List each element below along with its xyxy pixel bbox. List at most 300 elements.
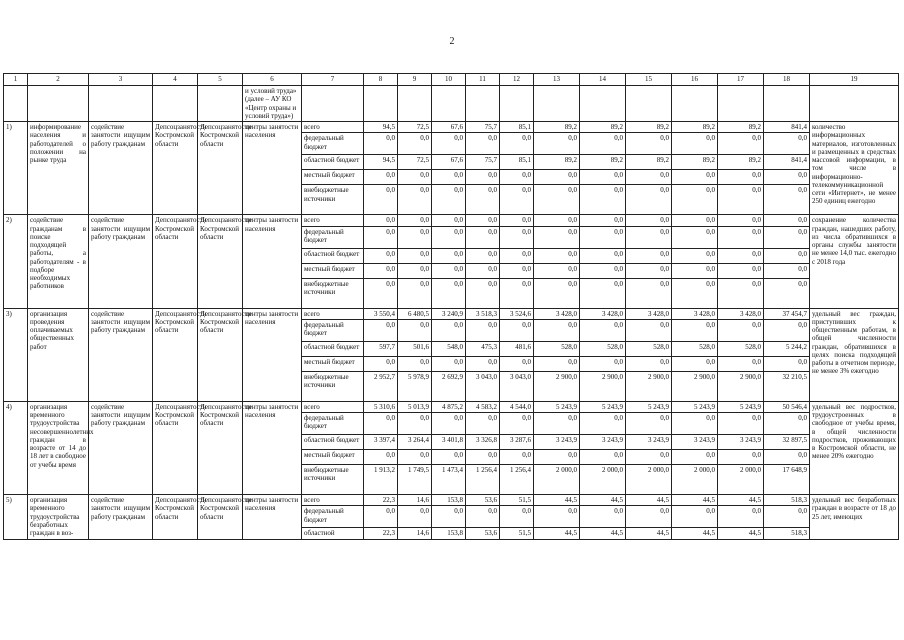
funding-value: 0,0 <box>364 215 398 226</box>
section-org-responsible: Депсоцзанятости Костромской области <box>153 122 198 215</box>
funding-value: 0,0 <box>580 319 626 341</box>
funding-value: 0,0 <box>580 215 626 226</box>
funding-value: 0,0 <box>626 356 672 371</box>
funding-value: 0,0 <box>626 278 672 308</box>
funding-value: 2 900,0 <box>672 371 718 401</box>
funding-source: федеральный бюджет <box>302 133 364 155</box>
funding-value: 0,0 <box>500 319 534 341</box>
funding-value: 2 692,9 <box>432 371 466 401</box>
funding-value: 0,0 <box>466 278 500 308</box>
funding-value: 0,0 <box>718 248 764 263</box>
page-number: 2 <box>449 36 455 47</box>
funding-value: 2 000,0 <box>626 465 672 495</box>
funding-value: 0,0 <box>580 413 626 435</box>
funding-value: 0,0 <box>672 278 718 308</box>
funding-value: 3 243,9 <box>718 435 764 450</box>
funding-value: 0,0 <box>466 248 500 263</box>
funding-value: 22,3 <box>364 528 398 540</box>
funding-value: 0,0 <box>364 170 398 185</box>
funding-value: 67,6 <box>432 155 466 170</box>
funding-value: 0,0 <box>672 215 718 226</box>
funding-value: 0,0 <box>466 413 500 435</box>
funding-value: 17 648,9 <box>764 465 810 495</box>
funding-value: 0,0 <box>398 133 432 155</box>
funding-value: 518,3 <box>764 495 810 506</box>
funding-source: всего <box>302 122 364 133</box>
funding-value: 53,6 <box>466 495 500 506</box>
funding-value: 0,0 <box>398 413 432 435</box>
funding-value: 0,0 <box>718 263 764 278</box>
funding-source: внебюджетные источники <box>302 278 364 308</box>
funding-value: 153,8 <box>432 528 466 540</box>
funding-value: 0,0 <box>364 185 398 215</box>
funding-value: 0,0 <box>432 356 466 371</box>
funding-value: 5 243,9 <box>626 401 672 412</box>
section-title: организация временного трудоустройства несовершеннолетних граждан в возрасте от 14 до 18 лет в свободное от учебы время <box>28 401 89 494</box>
funding-value: 89,2 <box>672 122 718 133</box>
column-number: 16 <box>672 74 718 86</box>
funding-value: 0,0 <box>580 185 626 215</box>
cont-cell <box>4 86 28 122</box>
section-org-customer: Депсоцзанятости Костромской области <box>198 401 243 494</box>
funding-value: 0,0 <box>534 185 580 215</box>
funding-value: 67,6 <box>432 122 466 133</box>
funding-source: местный бюджет <box>302 170 364 185</box>
funding-value: 0,0 <box>500 278 534 308</box>
funding-value: 0,0 <box>364 413 398 435</box>
funding-value: 0,0 <box>626 506 672 528</box>
column-number: 7 <box>302 74 364 86</box>
funding-value: 0,0 <box>364 506 398 528</box>
funding-value: 528,0 <box>534 341 580 356</box>
funding-value: 0,0 <box>432 215 466 226</box>
funding-value: 0,0 <box>466 356 500 371</box>
section-number: 5) <box>4 495 28 540</box>
funding-value: 0,0 <box>764 133 810 155</box>
funding-value: 14,6 <box>398 495 432 506</box>
funding-value: 0,0 <box>432 248 466 263</box>
funding-value: 0,0 <box>580 133 626 155</box>
funding-value: 2 900,0 <box>534 371 580 401</box>
funding-value: 0,0 <box>398 215 432 226</box>
funding-value: 0,0 <box>764 450 810 465</box>
funding-value: 44,5 <box>626 495 672 506</box>
cont-cell <box>500 86 534 122</box>
funding-value: 72,5 <box>398 122 432 133</box>
funding-value: 0,0 <box>534 133 580 155</box>
funding-value: 94,5 <box>364 155 398 170</box>
funding-value: 89,2 <box>718 155 764 170</box>
funding-value: 0,0 <box>764 263 810 278</box>
funding-value: 0,0 <box>534 319 580 341</box>
funding-value: 0,0 <box>764 226 810 248</box>
funding-value: 841,4 <box>764 122 810 133</box>
funding-value: 0,0 <box>580 248 626 263</box>
column-number: 5 <box>198 74 243 86</box>
funding-value: 0,0 <box>398 450 432 465</box>
funding-value: 89,2 <box>534 122 580 133</box>
funding-value: 0,0 <box>432 170 466 185</box>
funding-source: всего <box>302 495 364 506</box>
section-org-customer: Депсоцзанятости Костромской области <box>198 215 243 308</box>
funding-value: 0,0 <box>764 248 810 263</box>
funding-value: 0,0 <box>718 356 764 371</box>
column-number: 1 <box>4 74 28 86</box>
cont-cell <box>432 86 466 122</box>
funding-value: 0,0 <box>500 356 534 371</box>
funding-value: 0,0 <box>500 263 534 278</box>
funding-value: 0,0 <box>534 413 580 435</box>
funding-value: 0,0 <box>764 319 810 341</box>
funding-value: 0,0 <box>764 413 810 435</box>
funding-value: 0,0 <box>466 170 500 185</box>
funding-value: 44,5 <box>718 495 764 506</box>
funding-value: 37 454,7 <box>764 308 810 319</box>
funding-value: 3 287,6 <box>500 435 534 450</box>
funding-value: 3 043,0 <box>500 371 534 401</box>
funding-value: 51,5 <box>500 528 534 540</box>
funding-value: 0,0 <box>364 319 398 341</box>
table-row <box>4 401 899 412</box>
funding-source: федеральный бюджет <box>302 319 364 341</box>
funding-value: 0,0 <box>718 185 764 215</box>
funding-value: 0,0 <box>466 185 500 215</box>
funding-source: всего <box>302 401 364 412</box>
funding-value: 3 243,9 <box>626 435 672 450</box>
funding-value: 0,0 <box>672 248 718 263</box>
funding-source: областной <box>302 528 364 540</box>
column-number: 13 <box>534 74 580 86</box>
funding-value: 0,0 <box>432 185 466 215</box>
funding-value: 3 428,0 <box>580 308 626 319</box>
funding-value: 51,5 <box>500 495 534 506</box>
funding-value: 0,0 <box>580 170 626 185</box>
funding-value: 3 518,3 <box>466 308 500 319</box>
funding-value: 5 978,9 <box>398 371 432 401</box>
column-number: 18 <box>764 74 810 86</box>
funding-value: 0,0 <box>580 263 626 278</box>
section-title: информирование населения и работодателей о положении на рынке труда <box>28 122 89 215</box>
funding-value: 53,6 <box>466 528 500 540</box>
cont-cell <box>718 86 764 122</box>
funding-value: 0,0 <box>534 263 580 278</box>
funding-value: 0,0 <box>432 450 466 465</box>
funding-value: 0,0 <box>534 226 580 248</box>
funding-value: 528,0 <box>672 341 718 356</box>
funding-value: 32 897,5 <box>764 435 810 450</box>
funding-value: 3 401,8 <box>432 435 466 450</box>
funding-value: 0,0 <box>718 319 764 341</box>
funding-value: 5 013,9 <box>398 401 432 412</box>
funding-value: 2 000,0 <box>718 465 764 495</box>
funding-value: 22,3 <box>364 495 398 506</box>
funding-source: областной бюджет <box>302 155 364 170</box>
section-result: удельный вес граждан, приступивших к общественным работам, в общей численности граждан, обратившихся в целях поиска подходящей работы в отчетном периоде, не менее 3% ежегодно <box>810 308 899 401</box>
funding-value: 0,0 <box>534 215 580 226</box>
funding-value: 0,0 <box>398 278 432 308</box>
funding-value: 0,0 <box>672 170 718 185</box>
table-row <box>4 308 899 319</box>
funding-value: 32 210,5 <box>764 371 810 401</box>
column-number: 14 <box>580 74 626 86</box>
cont-cell <box>89 86 153 122</box>
column-number: 15 <box>626 74 672 86</box>
section-org-customer: Депсоцзанятости Костромской области <box>198 495 243 540</box>
funding-value: 0,0 <box>764 506 810 528</box>
funding-value: 3 326,8 <box>466 435 500 450</box>
funding-value: 89,2 <box>626 122 672 133</box>
funding-value: 50 546,4 <box>764 401 810 412</box>
funding-source: местный бюджет <box>302 356 364 371</box>
funding-value: 0,0 <box>672 226 718 248</box>
funding-value: 1 256,4 <box>466 465 500 495</box>
funding-value: 3 043,0 <box>466 371 500 401</box>
funding-value: 2 000,0 <box>672 465 718 495</box>
funding-value: 2 952,7 <box>364 371 398 401</box>
funding-source: всего <box>302 308 364 319</box>
section-executor: центры занятости населения <box>243 495 302 540</box>
funding-source: федеральный бюджет <box>302 413 364 435</box>
funding-value: 481,6 <box>500 341 534 356</box>
funding-value: 89,2 <box>534 155 580 170</box>
section-result: удельный вес подростков, трудоустроенных в свободное от учебы время, в общей численности подростков, проживающих в Костромской области, не менее 20% ежегодно <box>810 401 899 494</box>
funding-value: 0,0 <box>764 215 810 226</box>
funding-value: 0,0 <box>672 413 718 435</box>
funding-value: 528,0 <box>718 341 764 356</box>
funding-value: 3 428,0 <box>626 308 672 319</box>
funding-value: 3 550,4 <box>364 308 398 319</box>
funding-value: 0,0 <box>626 215 672 226</box>
funding-value: 0,0 <box>580 506 626 528</box>
funding-value: 14,6 <box>398 528 432 540</box>
funding-value: 0,0 <box>626 170 672 185</box>
section-number: 2) <box>4 215 28 308</box>
funding-value: 3 428,0 <box>534 308 580 319</box>
funding-value: 0,0 <box>626 319 672 341</box>
cont-cell <box>580 86 626 122</box>
funding-value: 44,5 <box>580 495 626 506</box>
funding-value: 528,0 <box>626 341 672 356</box>
funding-value: 44,5 <box>626 528 672 540</box>
funding-source: внебюджетные источники <box>302 185 364 215</box>
funding-value: 4 875,2 <box>432 401 466 412</box>
section-result: сохранение количества граждан, нашедших работу, из числа обратившихся в органы службы занятости не менее 14,0 тыс. ежегодно с 2018 года <box>810 215 899 308</box>
section-number: 1) <box>4 122 28 215</box>
funding-value: 0,0 <box>500 450 534 465</box>
funding-value: 0,0 <box>398 356 432 371</box>
funding-value: 3 428,0 <box>672 308 718 319</box>
funding-value: 44,5 <box>534 495 580 506</box>
cont-cell <box>534 86 580 122</box>
funding-value: 1 473,4 <box>432 465 466 495</box>
funding-value: 0,0 <box>432 133 466 155</box>
section-number: 3) <box>4 308 28 401</box>
funding-value: 548,0 <box>432 341 466 356</box>
funding-value: 0,0 <box>500 215 534 226</box>
funding-value: 0,0 <box>466 263 500 278</box>
funding-value: 0,0 <box>500 506 534 528</box>
funding-value: 528,0 <box>580 341 626 356</box>
funding-value: 0,0 <box>466 450 500 465</box>
funding-value: 0,0 <box>672 450 718 465</box>
section-target: содействие занятости ищущим работу гражданам <box>89 215 153 308</box>
funding-value: 94,5 <box>364 122 398 133</box>
funding-value: 0,0 <box>432 226 466 248</box>
section-org-customer: Депсоцзанятости Костромской области <box>198 122 243 215</box>
funding-value: 0,0 <box>672 319 718 341</box>
funding-value: 0,0 <box>364 226 398 248</box>
funding-value: 4 544,0 <box>500 401 534 412</box>
funding-value: 3 243,9 <box>580 435 626 450</box>
funding-value: 0,0 <box>500 170 534 185</box>
continuation-row <box>4 86 899 122</box>
funding-value: 0,0 <box>364 450 398 465</box>
funding-value: 3 397,4 <box>364 435 398 450</box>
funding-value: 0,0 <box>626 133 672 155</box>
funding-value: 89,2 <box>626 155 672 170</box>
funding-value: 0,0 <box>534 248 580 263</box>
funding-value: 0,0 <box>432 319 466 341</box>
continuation-text: и условий труда» (далее – АУ КО «Центр охраны и условий труда») <box>243 86 302 122</box>
funding-value: 5 310,6 <box>364 401 398 412</box>
funding-value: 72,5 <box>398 155 432 170</box>
table-row <box>4 122 899 133</box>
funding-value: 0,0 <box>534 450 580 465</box>
funding-value: 0,0 <box>626 185 672 215</box>
cont-cell <box>810 86 899 122</box>
cont-cell <box>28 86 89 122</box>
funding-value: 0,0 <box>500 413 534 435</box>
cont-cell <box>198 86 243 122</box>
funding-value: 0,0 <box>432 506 466 528</box>
funding-value: 2 000,0 <box>580 465 626 495</box>
budget-table <box>3 73 899 540</box>
funding-source: федеральный бюджет <box>302 506 364 528</box>
funding-value: 44,5 <box>534 528 580 540</box>
funding-value: 89,2 <box>672 155 718 170</box>
column-number: 11 <box>466 74 500 86</box>
funding-value: 0,0 <box>534 278 580 308</box>
column-number-row <box>4 74 899 86</box>
section-result: количество информационных материалов, изготовленных и размещенных в средствах массовой информации, в том числе в информационно-телекоммуникационной сети «Интернет», не менее 250 единиц ежегодно <box>810 122 899 215</box>
funding-value: 475,3 <box>466 341 500 356</box>
funding-value: 1 256,4 <box>500 465 534 495</box>
funding-value: 3 428,0 <box>718 308 764 319</box>
cont-cell <box>398 86 432 122</box>
funding-value: 0,0 <box>500 226 534 248</box>
funding-value: 0,0 <box>718 133 764 155</box>
funding-value: 0,0 <box>466 506 500 528</box>
funding-source: местный бюджет <box>302 263 364 278</box>
funding-value: 0,0 <box>672 133 718 155</box>
funding-value: 0,0 <box>500 248 534 263</box>
funding-value: 5 243,9 <box>580 401 626 412</box>
funding-value: 89,2 <box>580 155 626 170</box>
funding-value: 0,0 <box>718 170 764 185</box>
section-target: содействие занятости ищущим работу гражданам <box>89 495 153 540</box>
funding-value: 4 583,2 <box>466 401 500 412</box>
column-number: 2 <box>28 74 89 86</box>
funding-value: 1 913,2 <box>364 465 398 495</box>
funding-value: 0,0 <box>718 413 764 435</box>
funding-value: 501,6 <box>398 341 432 356</box>
funding-value: 3 240,9 <box>432 308 466 319</box>
column-number: 3 <box>89 74 153 86</box>
funding-value: 3 524,6 <box>500 308 534 319</box>
section-executor: центры занятости населения <box>243 308 302 401</box>
funding-value: 0,0 <box>580 278 626 308</box>
funding-value: 0,0 <box>626 450 672 465</box>
funding-value: 0,0 <box>364 356 398 371</box>
funding-value: 0,0 <box>626 263 672 278</box>
funding-value: 0,0 <box>364 133 398 155</box>
funding-value: 0,0 <box>672 506 718 528</box>
funding-value: 0,0 <box>534 356 580 371</box>
funding-value: 5 243,9 <box>672 401 718 412</box>
funding-value: 153,8 <box>432 495 466 506</box>
funding-value: 597,7 <box>364 341 398 356</box>
funding-value: 0,0 <box>364 263 398 278</box>
funding-source: всего <box>302 215 364 226</box>
funding-source: областной бюджет <box>302 341 364 356</box>
funding-source: областной бюджет <box>302 248 364 263</box>
funding-value: 85,1 <box>500 122 534 133</box>
funding-value: 5 243,9 <box>718 401 764 412</box>
funding-source: федеральный бюджет <box>302 226 364 248</box>
funding-value: 6 480,5 <box>398 308 432 319</box>
funding-value: 518,3 <box>764 528 810 540</box>
funding-value: 0,0 <box>398 506 432 528</box>
funding-value: 0,0 <box>398 319 432 341</box>
funding-value: 0,0 <box>432 413 466 435</box>
funding-value: 85,1 <box>500 155 534 170</box>
funding-value: 2 900,0 <box>626 371 672 401</box>
funding-value: 0,0 <box>580 356 626 371</box>
funding-value: 1 749,5 <box>398 465 432 495</box>
funding-value: 0,0 <box>626 248 672 263</box>
funding-value: 3 264,4 <box>398 435 432 450</box>
section-target: содействие занятости ищущим работу гражданам <box>89 401 153 494</box>
funding-value: 44,5 <box>580 528 626 540</box>
column-number: 19 <box>810 74 899 86</box>
column-number: 6 <box>243 74 302 86</box>
funding-value: 5 244,2 <box>764 341 810 356</box>
funding-value: 0,0 <box>626 226 672 248</box>
funding-value: 0,0 <box>672 356 718 371</box>
cont-cell <box>364 86 398 122</box>
funding-value: 0,0 <box>500 133 534 155</box>
funding-value: 0,0 <box>764 278 810 308</box>
funding-value: 0,0 <box>432 278 466 308</box>
funding-value: 44,5 <box>672 495 718 506</box>
section-number: 4) <box>4 401 28 494</box>
funding-value: 0,0 <box>718 215 764 226</box>
section-org-responsible: Депсоцзанятости Костромской области <box>153 495 198 540</box>
table-row <box>4 215 899 226</box>
section-org-responsible: Депсоцзанятости Костромской области <box>153 401 198 494</box>
funding-value: 44,5 <box>718 528 764 540</box>
section-org-customer: Депсоцзанятости Костромской области <box>198 308 243 401</box>
cont-cell <box>626 86 672 122</box>
funding-value: 0,0 <box>466 133 500 155</box>
funding-value: 0,0 <box>466 226 500 248</box>
funding-value: 0,0 <box>626 413 672 435</box>
section-target: содействие занятости ищущим работу гражданам <box>89 308 153 401</box>
column-number: 4 <box>153 74 198 86</box>
funding-value: 0,0 <box>764 170 810 185</box>
cont-cell <box>153 86 198 122</box>
funding-value: 0,0 <box>398 185 432 215</box>
